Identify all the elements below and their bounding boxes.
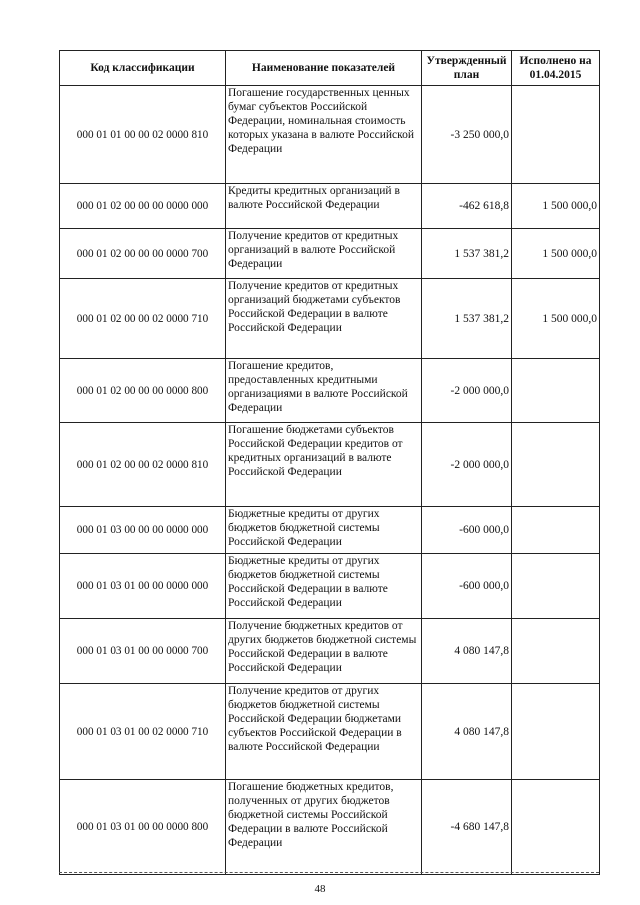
row-name: Получение кредитов от кредитных организаций бюджетами субъектов Российской Федерации в валюте Российской Федерации <box>226 279 422 359</box>
table-row <box>60 684 600 780</box>
row-name: Бюджетные кредиты от других бюджетов бюджетной системы Российской Федерации <box>226 507 422 554</box>
row-name: Получение кредитов от других бюджетов бюджетной системы Российской Федерации бюджетами субъектов Российской Федерации в валюте Российской Федерации <box>226 684 422 780</box>
row-name: Погашение кредитов, предоставленных кредитными организациями в валюте Российской Федерации <box>226 359 422 423</box>
row-plan: 1 537 381,2 <box>422 279 512 359</box>
row-code: 000 01 01 00 00 02 0000 810 <box>60 86 226 184</box>
row-done <box>512 619 600 684</box>
row-plan: 4 080 147,8 <box>422 684 512 780</box>
row-code: 000 01 02 00 00 00 0000 700 <box>60 229 226 279</box>
row-plan: -2 000 000,0 <box>422 423 512 507</box>
row-code: 000 01 02 00 00 00 0000 000 <box>60 184 226 229</box>
header-code: Код классификации <box>60 51 226 86</box>
table-row <box>60 554 600 619</box>
table-header <box>60 51 600 86</box>
table-row <box>60 423 600 507</box>
header-done: Исполнено на 01.04.2015 <box>512 51 600 86</box>
table-row <box>60 780 600 875</box>
row-plan: -600 000,0 <box>422 507 512 554</box>
header-row <box>60 51 600 86</box>
table-row <box>60 279 600 359</box>
table-row <box>60 184 600 229</box>
table-row <box>60 359 600 423</box>
row-name: Получение бюджетных кредитов от других бюджетов бюджетной системы Российской Федерации в валюте Российской Федерации <box>226 619 422 684</box>
row-done <box>512 554 600 619</box>
row-name: Бюджетные кредиты от других бюджетов бюджетной системы Российской Федерации в валюте Российской Федерации <box>226 554 422 619</box>
budget-table <box>59 50 600 875</box>
row-name: Кредиты кредитных организаций в валюте Российской Федерации <box>226 184 422 229</box>
row-done <box>512 359 600 423</box>
row-done <box>512 780 600 875</box>
row-done <box>512 423 600 507</box>
row-code: 000 01 03 01 00 00 0000 000 <box>60 554 226 619</box>
row-plan: 4 080 147,8 <box>422 619 512 684</box>
table-row <box>60 229 600 279</box>
row-code: 000 01 02 00 00 00 0000 800 <box>60 359 226 423</box>
row-done <box>512 507 600 554</box>
row-code: 000 01 03 01 00 02 0000 710 <box>60 684 226 780</box>
row-plan: -4 680 147,8 <box>422 780 512 875</box>
row-plan: 1 537 381,2 <box>422 229 512 279</box>
row-code: 000 01 02 00 00 02 0000 710 <box>60 279 226 359</box>
row-plan: -600 000,0 <box>422 554 512 619</box>
table-body <box>60 86 600 875</box>
row-code: 000 01 03 01 00 00 0000 700 <box>60 619 226 684</box>
page-number: 48 <box>314 883 326 895</box>
row-name: Погашение государственных ценных бумаг субъектов Российской Федерации, номинальная стоимость которых указана в валюте Российской Федерации <box>226 86 422 184</box>
page-cutoff-line <box>59 872 599 873</box>
row-name: Погашение бюджетами субъектов Российской Федерации кредитов от кредитных организаций в валюте Российской Федерации <box>226 423 422 507</box>
row-code: 000 01 02 00 00 02 0000 810 <box>60 423 226 507</box>
table-row <box>60 619 600 684</box>
row-done: 1 500 000,0 <box>512 184 600 229</box>
table-row <box>60 86 600 184</box>
header-plan: Утвержденный план <box>422 51 512 86</box>
row-done <box>512 684 600 780</box>
row-done <box>512 86 600 184</box>
row-code: 000 01 03 01 00 00 0000 800 <box>60 780 226 875</box>
row-plan: -2 000 000,0 <box>422 359 512 423</box>
row-done: 1 500 000,0 <box>512 279 600 359</box>
header-name: Наименование показателей <box>226 51 422 86</box>
row-name: Погашение бюджетных кредитов, полученных от других бюджетов бюджетной системы Российской Федерации в валюте Российской Федерации <box>226 780 422 875</box>
row-code: 000 01 03 00 00 00 0000 000 <box>60 507 226 554</box>
row-plan: -462 618,8 <box>422 184 512 229</box>
row-done: 1 500 000,0 <box>512 229 600 279</box>
row-plan: -3 250 000,0 <box>422 86 512 184</box>
table-row <box>60 507 600 554</box>
row-name: Получение кредитов от кредитных организаций в валюте Российской Федерации <box>226 229 422 279</box>
